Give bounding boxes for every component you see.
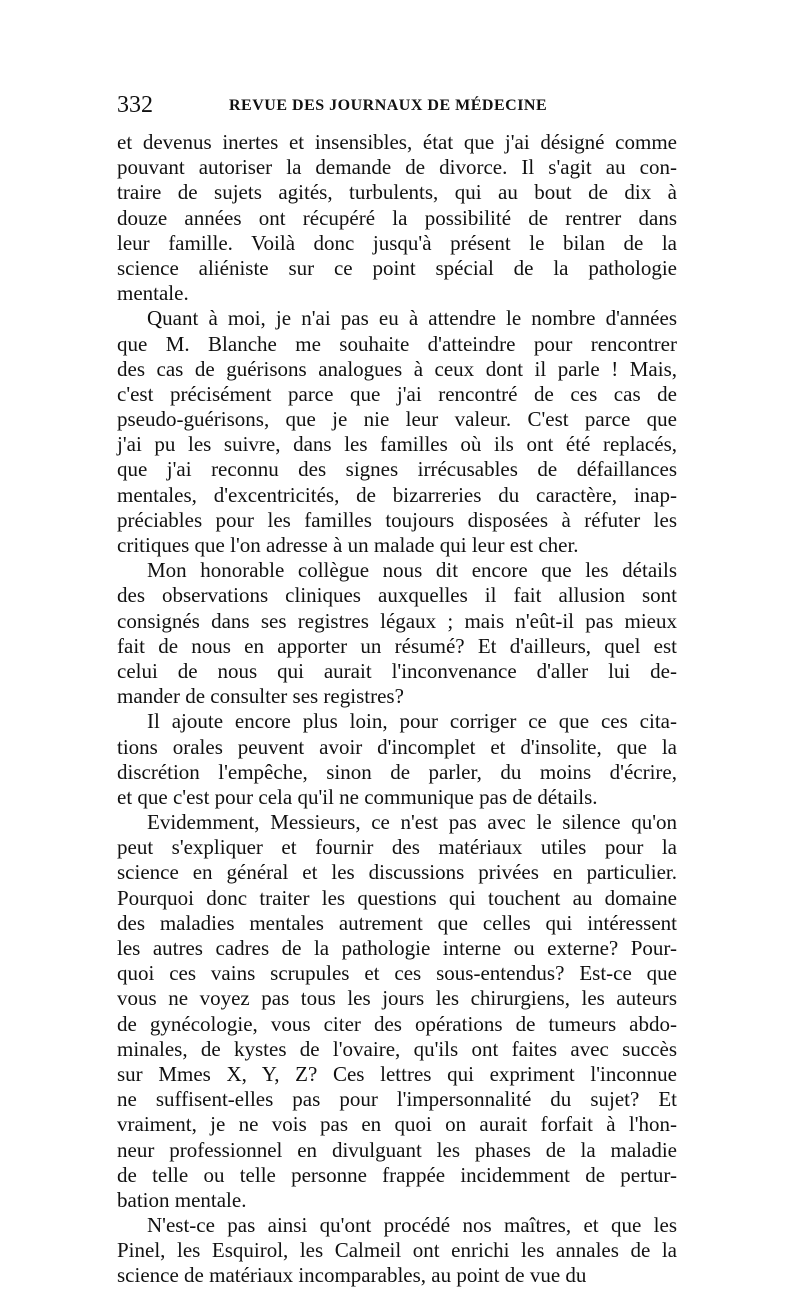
text-line: vous ne voyez pas tous les jours les chirurgiens, les auteurs [117, 986, 677, 1011]
text-line: minales, de kystes de l'ovaire, qu'ils ont faites avec succès [117, 1036, 677, 1061]
text-line: tions orales peuvent avoir d'incomplet et d'insolite, que la [117, 734, 677, 759]
text-line: Mon honorable collègue nous dit encore que les détails [147, 558, 677, 583]
text-line: neur professionnel en divulguant les phases de la maladie [117, 1137, 677, 1162]
text-line: Quant à moi, je n'ai pas eu à attendre le nombre d'années [147, 306, 677, 331]
text-line: des cas de guérisons analogues à ceux dont il parle ! Mais, [117, 356, 677, 381]
text-line: pseudo-guérisons, que je nie leur valeur. C'est parce que [117, 407, 677, 432]
text-line: fait de nous en apporter un résumé? Et d'ailleurs, quel est [117, 633, 677, 658]
text-line: science de matériaux incomparables, au point de vue du [117, 1263, 587, 1288]
text-line: sur Mmes X, Y, Z? Ces lettres qui expriment l'inconnue [117, 1061, 677, 1086]
text-line: de gynécologie, vous citer des opérations de tumeurs abdo- [117, 1011, 677, 1036]
text-line: ne suffisent-elles pas pour l'impersonnalité du sujet? Et [117, 1087, 677, 1112]
text-line: que j'ai reconnu des signes irrécusables de défaillances [117, 457, 677, 482]
text-line: peut s'expliquer et fournir des matériaux utiles pour la [117, 835, 677, 860]
page-header [117, 92, 677, 118]
text-line: mander de consulter ses registres? [117, 684, 404, 709]
text-line: consignés dans ses registres légaux ; mais n'eût-il pas mieux [117, 608, 677, 633]
text-line: Pinel, les Esquirol, les Calmeil ont enrichi les annales de la [117, 1238, 677, 1263]
text-line: N'est-ce pas ainsi qu'ont procédé nos maîtres, et que les [147, 1213, 677, 1238]
text-line: et devenus inertes et insensibles, état que j'ai désigné comme [117, 130, 677, 154]
text-line: science aliéniste sur ce point spécial de la pathologie [117, 255, 677, 280]
text-line: des maladies mentales autrement que celles qui intéressent [117, 910, 677, 935]
text-line: que M. Blanche me souhaite d'atteindre pour rencontrer [117, 331, 677, 356]
text-line: critiques que l'on adresse à un malade qui leur est cher. [117, 533, 579, 557]
text-line: traire de sujets agités, turbulents, qui au bout de dix à [117, 180, 677, 205]
text-line: pouvant autoriser la demande de divorce. Il s'agit au con- [117, 155, 677, 180]
text-line: j'ai pu les suivre, dans les familles où ils ont été replacés, [117, 432, 677, 457]
running-head: REVUE DES JOURNAUX DE MÉDECINE [229, 97, 548, 114]
body-text [117, 130, 677, 1289]
text-line: discrétion l'empêche, sinon de parler, du moins d'écrire, [117, 759, 677, 784]
text-line: douze années ont récupéré la possibilité de rentrer dans [117, 205, 677, 230]
text-line: préciables pour les familles toujours disposées à réfuter les [117, 507, 677, 532]
text-line: vraiment, je ne vois pas en quoi on aurait forfait à l'hon- [117, 1112, 677, 1137]
text-line: de telle ou telle personne frappée incidemment de pertur- [117, 1162, 677, 1187]
text-line: quoi ces vains scrupules et ces sous-entendus? Est-ce que [117, 961, 677, 986]
text-line: Pourquoi donc traiter les questions qui touchent au domaine [117, 885, 677, 910]
text-line: bation mentale. [117, 1187, 247, 1212]
text-line: science en général et les discussions privées en particulier. [117, 860, 677, 885]
text-line: leur famille. Voilà donc jusqu'à présent le bilan de la [117, 230, 677, 255]
text-line: mentales, d'excentricités, de bizarreries du caractère, inap- [117, 482, 677, 507]
text-line: Evidemment, Messieurs, ce n'est pas avec le silence qu'on [147, 810, 677, 835]
text-line: Il ajoute encore plus loin, pour corriger ce que ces cita- [147, 709, 677, 734]
text-line: et que c'est pour cela qu'il ne communique pas de détails. [117, 784, 598, 809]
text-line: celui de nous qui aurait l'inconvenance d'aller lui de- [117, 658, 677, 683]
text-line: mentale. [117, 281, 189, 306]
text-line: des observations cliniques auxquelles il fait allusion sont [117, 583, 677, 608]
page-number: 332 [117, 92, 153, 118]
text-line: les autres cadres de la pathologie interne ou externe? Pour- [117, 936, 677, 960]
text-line: c'est précisément parce que j'ai rencontré de ces cas de [117, 381, 677, 406]
